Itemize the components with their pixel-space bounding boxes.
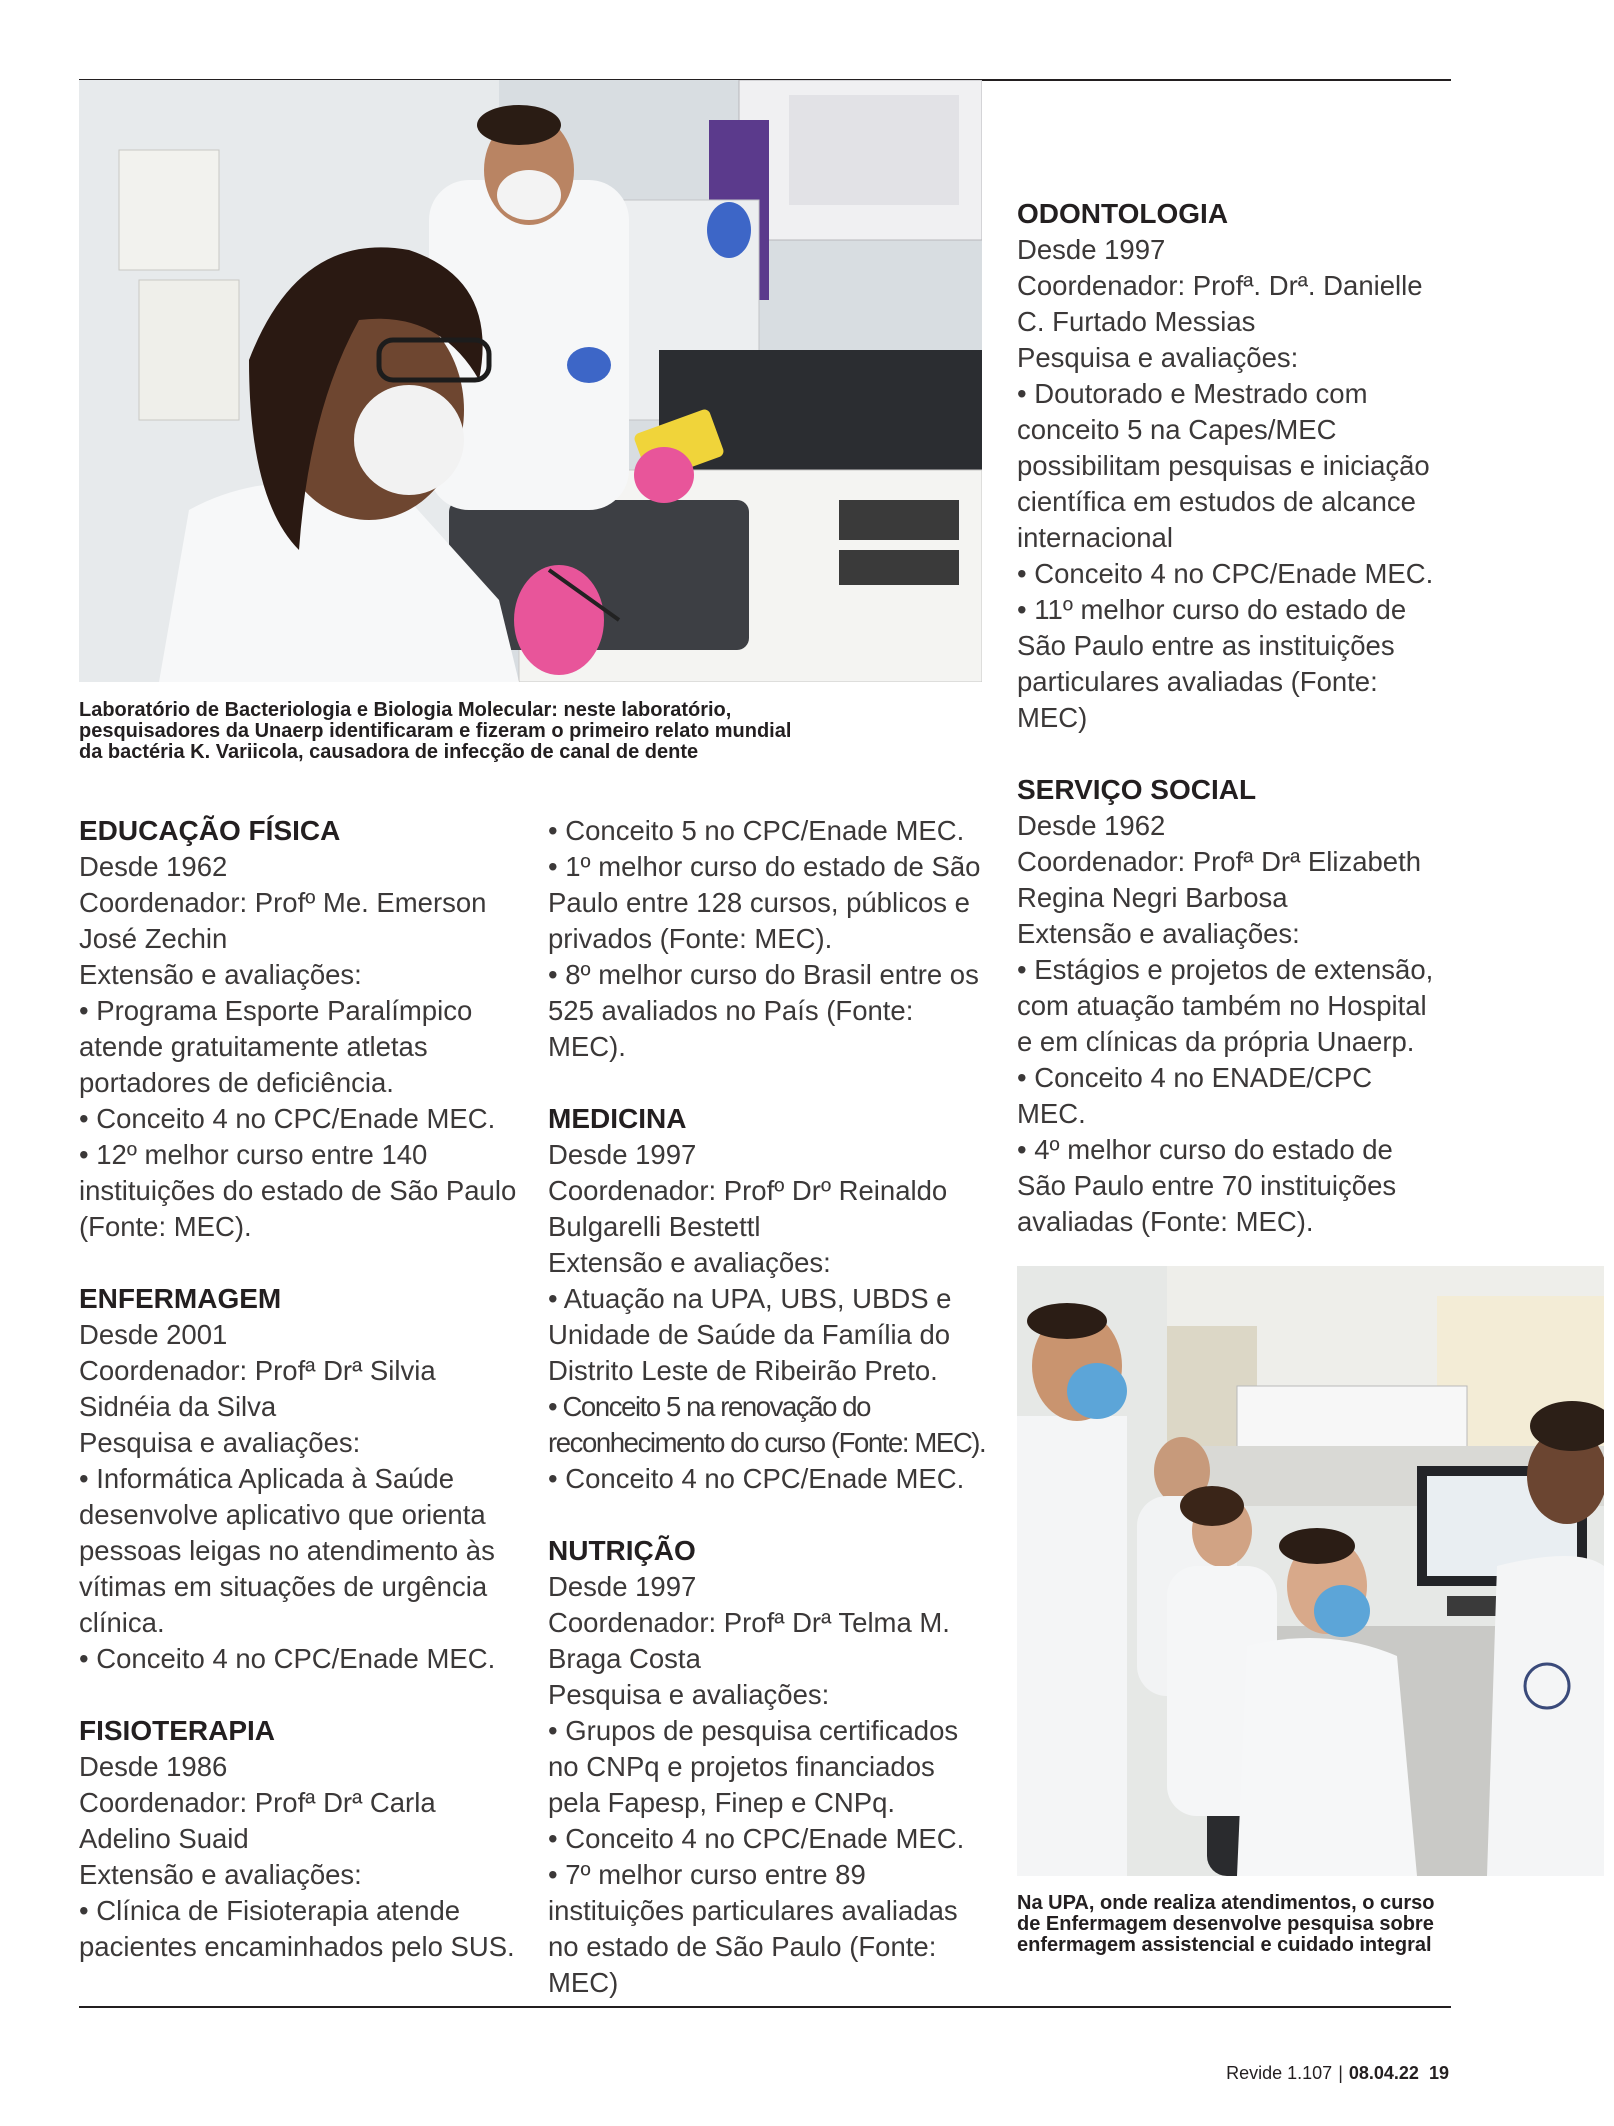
text-line: Desde 1997 <box>548 1571 697 1602</box>
section-servico-social <box>1017 772 1447 1240</box>
text-line: • Conceito 4 no CPC/Enade MEC. <box>79 1103 496 1134</box>
text-line: • Clínica de Fisioterapia atende pacientes encaminhados pelo SUS. <box>79 1895 515 1962</box>
text-line: Coordenador: Profª Drª Carla Adelino Suaid <box>79 1787 436 1854</box>
text-line: Coordenador: Profº Me. Emerson José Zechin <box>79 887 487 954</box>
section-enfermagem <box>79 1281 519 1677</box>
text-line: Coordenador: Profª Drª Silvia Sidnéia da Silva <box>79 1355 436 1422</box>
section-title: FISIOTERAPIA <box>79 1715 276 1746</box>
text-line: • Conceito 4 no CPC/Enade MEC. <box>79 1643 496 1674</box>
section-odontologia <box>1017 196 1447 736</box>
page-number: 19 <box>1428 2063 1449 2083</box>
lab-photo-caption: Laboratório de Bacteriologia e Biologia Molecular: neste laboratório, pesquisadores da Unaerp identificaram e fizeram o primeiro relato mundial da bactéria K. Variicola, causadora de infecção de canal de dente <box>79 699 792 763</box>
left-column <box>79 813 519 2001</box>
lab-photo-illustration <box>79 80 982 682</box>
text-line: • Doutorado e Mestrado com conceito 5 na Capes/MEC possibilitam pesquisas e iniciação científica em estudos de alcance internacional <box>1017 378 1430 553</box>
upa-photo-illustration <box>1017 1266 1604 1876</box>
text-line: • Conceito 5 na renovação do reconhecimento do curso (Fonte: MEC). <box>548 1391 986 1458</box>
section-title: ODONTOLOGIA <box>1017 198 1229 229</box>
section-educacao-fisica <box>79 813 519 1245</box>
text-line: • 12º melhor curso entre 140 instituições do estado de São Paulo (Fonte: MEC). <box>79 1139 517 1242</box>
text-line: • Conceito 4 no ENADE/CPC MEC. <box>1017 1062 1373 1129</box>
section-title: EDUCAÇÃO FÍSICA <box>79 815 341 846</box>
text-line: Pesquisa e avaliações: <box>79 1427 361 1458</box>
upa-photo <box>1017 1266 1604 1876</box>
section-medicina <box>548 1101 988 1497</box>
text-line: Desde 1986 <box>79 1751 228 1782</box>
right-column <box>1017 196 1447 1276</box>
issue-date: 08.04.22 <box>1348 2063 1419 2083</box>
text-line: • Grupos de pesquisa certificados no CNPq e projetos financiados pela Fapesp, Finep e CNPq. <box>548 1715 959 1818</box>
text-line: Coordenador: Profº Drº Reinaldo Bulgarelli Bestettl <box>548 1175 948 1242</box>
text-line: • Conceito 5 no CPC/Enade MEC. <box>548 815 965 846</box>
text-line: • Conceito 4 no CPC/Enade MEC. <box>1017 558 1434 589</box>
section-title: NUTRIÇÃO <box>548 1535 696 1566</box>
text-line: Coordenador: Profª Drª Telma M. Braga Costa <box>548 1607 950 1674</box>
section-title: MEDICINA <box>548 1103 687 1134</box>
text-line: • 8º melhor curso do Brasil entre os 525 avaliados no País (Fonte: MEC). <box>548 959 979 1062</box>
middle-column <box>548 813 988 2037</box>
section-fisioterapia <box>79 1713 519 1965</box>
text-line: • Atuação na UPA, UBS, UBDS e Unidade de Saúde da Família do Distrito Leste de Ribeirão Preto. <box>548 1283 952 1386</box>
text-line: Pesquisa e avaliações: <box>1017 342 1299 373</box>
text-line: Desde 1962 <box>1017 810 1166 841</box>
section-fisioterapia-continued <box>548 813 988 1065</box>
text-line: Desde 1997 <box>548 1139 697 1170</box>
text-line: Coordenador: Profª. Drª. Danielle C. Furtado Messias <box>1017 270 1423 337</box>
lab-photo <box>79 80 982 682</box>
section-nutricao <box>548 1533 988 2001</box>
text-line: Desde 2001 <box>79 1319 228 1350</box>
text-line: • 1º melhor curso do estado de São Paulo entre 128 cursos, públicos e privados (Fonte: MEC). <box>548 851 981 954</box>
section-title: SERVIÇO SOCIAL <box>1017 774 1257 805</box>
text-line: • Estágios e projetos de extensão, com atuação também no Hospital e em clínicas da própria Unaerp. <box>1017 954 1434 1057</box>
upa-photo-caption: Na UPA, onde realiza atendimentos, o curso de Enfermagem desenvolve pesquisa sobre enfermagem assistencial e cuidado integral <box>1017 1892 1435 1956</box>
section-title: ENFERMAGEM <box>79 1283 282 1314</box>
text-line: Extensão e avaliações: <box>548 1247 831 1278</box>
magazine-issue: Revide 1.107 <box>1226 2063 1333 2083</box>
text-line: • Programa Esporte Paralímpico atende gratuitamente atletas portadores de deficiência. <box>79 995 473 1098</box>
text-line: • 4º melhor curso do estado de São Paulo entre 70 instituições avaliadas (Fonte: MEC). <box>1017 1134 1397 1237</box>
text-line: • Informática Aplicada à Saúde desenvolve aplicativo que orienta pessoas leigas no atendimento às vítimas em situações de urgência clínica. <box>79 1463 495 1638</box>
text-line: Extensão e avaliações: <box>79 959 362 990</box>
text-line: Coordenador: Profª Drª Elizabeth Regina Negri Barbosa <box>1017 846 1422 913</box>
footer-separator: | <box>1338 2063 1343 2083</box>
text-line: • 11º melhor curso do estado de São Paulo entre as instituições particulares avaliadas (Fonte: MEC) <box>1017 594 1407 733</box>
text-line: Extensão e avaliações: <box>79 1859 362 1890</box>
text-line: • Conceito 4 no CPC/Enade MEC. <box>548 1823 965 1854</box>
text-line: Pesquisa e avaliações: <box>548 1679 830 1710</box>
text-line: Extensão e avaliações: <box>1017 918 1300 949</box>
bottom-rule <box>79 2006 1451 2008</box>
text-line: • 7º melhor curso entre 89 instituições particulares avaliadas no estado de São Paulo (Fonte: MEC) <box>548 1859 958 1998</box>
text-line: Desde 1997 <box>1017 234 1166 265</box>
text-line: • Conceito 4 no CPC/Enade MEC. <box>548 1463 965 1494</box>
page-footer <box>1226 2063 1449 2084</box>
text-line: Desde 1962 <box>79 851 228 882</box>
